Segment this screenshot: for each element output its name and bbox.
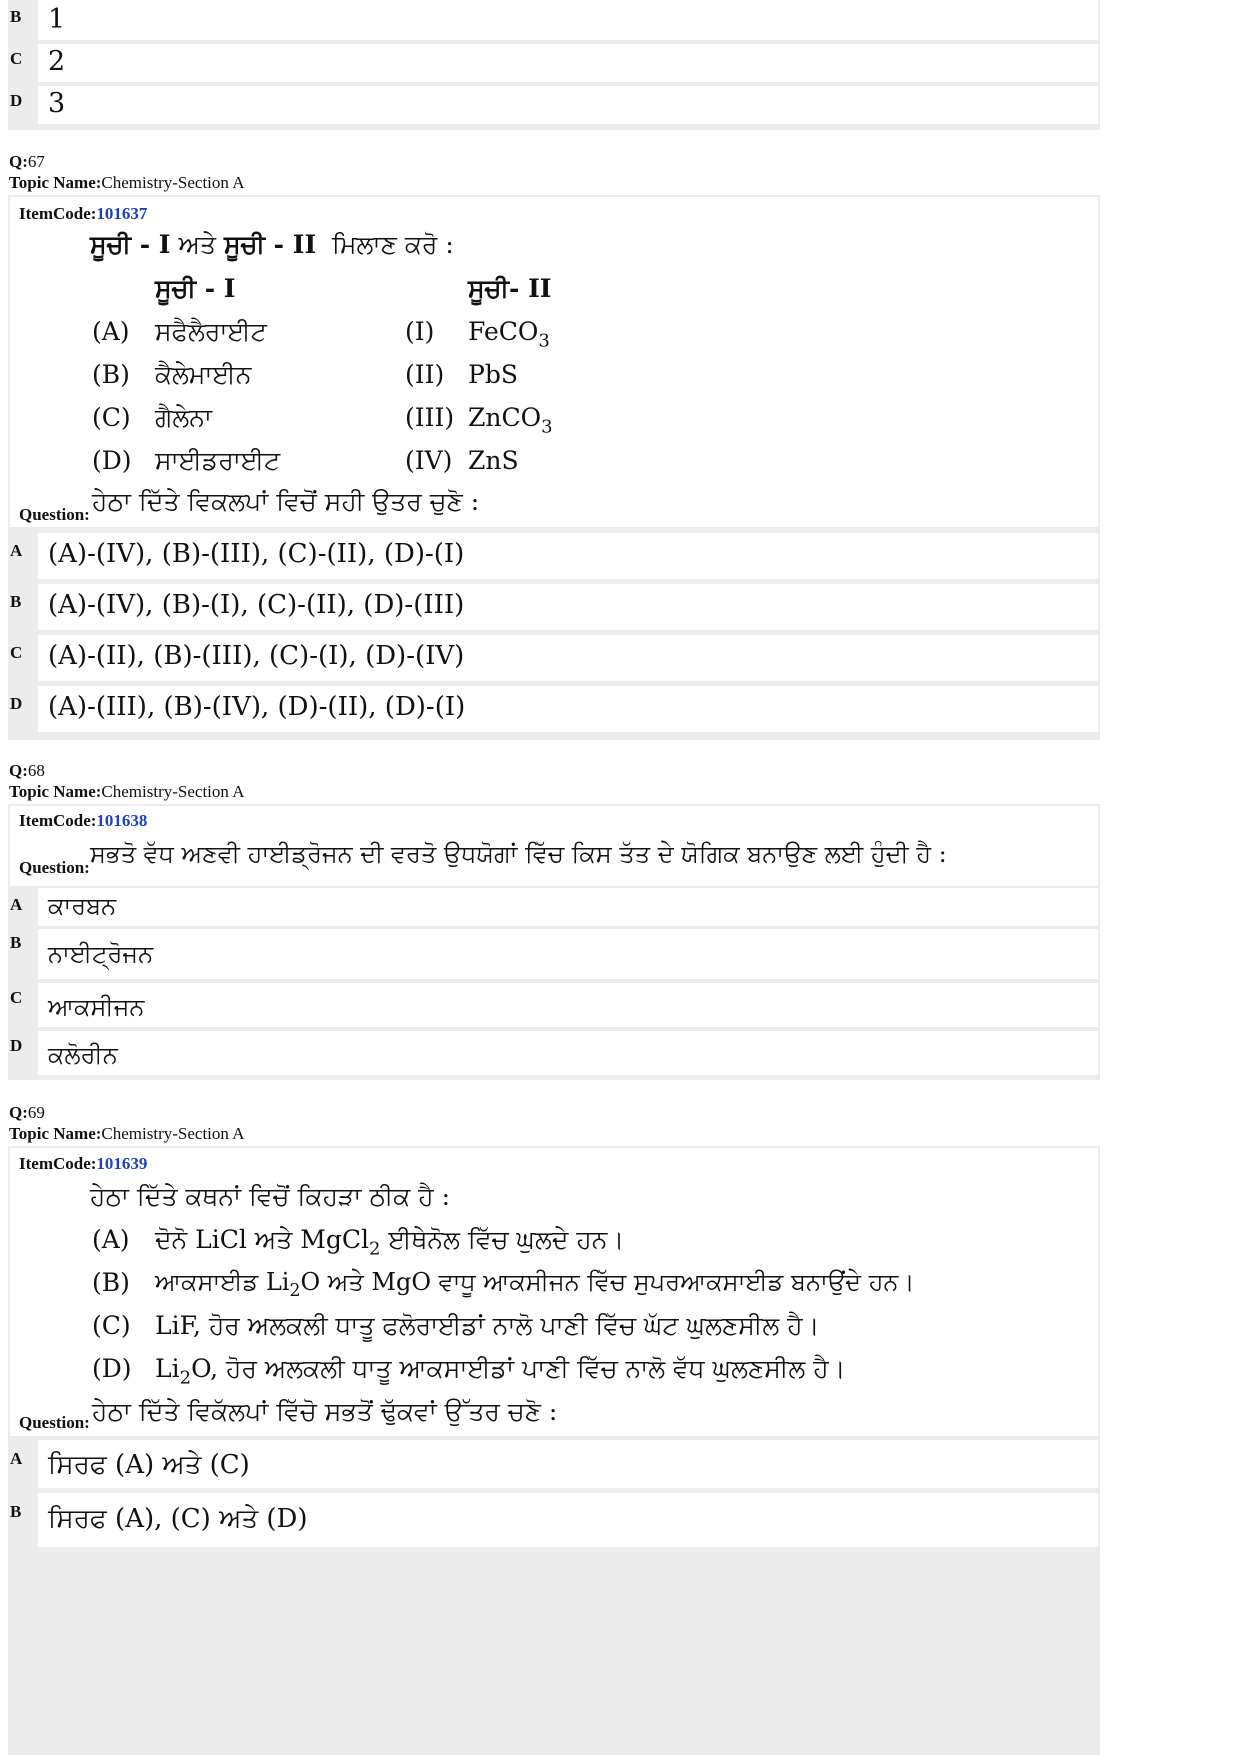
option-text: ਸਿਰਫ (A), (C) ਅਤੇ (D) — [48, 1504, 308, 1534]
list-1-key: (A) — [92, 317, 130, 346]
list-2-item: PbS — [468, 360, 518, 389]
statement-key: (B) — [92, 1268, 130, 1297]
option-letter: A — [10, 895, 23, 914]
option-letter: A — [10, 541, 23, 560]
statement-key: (A) — [92, 1225, 130, 1254]
option-text: ਨਾਈਟ੍ਰੋਜਨ — [48, 940, 154, 968]
option-letter: D — [10, 694, 23, 713]
list-1-key: (B) — [92, 360, 130, 389]
option-letter: D — [10, 1036, 23, 1055]
option-row[interactable] — [38, 44, 1098, 82]
option-letter: B — [10, 7, 22, 26]
statement-text: ਆਕਸਾਈਡ $Li_2O$ ਅਤੇ MgO ਵਾਧੂ ਆਕਸੀਜਨ ਵਿੱਚ ਸੁਪਰਆਕਸਾਈਡ ਬਨਾਉਂਦੇ ਹਨ। — [155, 1268, 915, 1302]
option-text: 3 — [48, 88, 66, 119]
question-label: Question: — [19, 505, 90, 524]
topic-name: Topic Name:Chemistry-Section A — [9, 1124, 245, 1143]
option-letter: B — [10, 933, 22, 952]
statement-key: (D) — [92, 1354, 132, 1383]
topic-name: Topic Name:Chemistry-Section A — [9, 173, 245, 192]
statement-text: ਦੋਨੋ LiCl ਅਤੇ MgCl$_2$ ਈਥੇਨੋਲ ਵਿੱਚ ਘੁਲਦੇ ਹਨ। — [155, 1225, 625, 1260]
question-text: ਸਭਤੋ ਵੱਧ ਅਣਵੀ ਹਾਈਡ੍ਰੋਜਨ ਦੀ ਵਰਤੋ ਉਧਯੋਗਾਂ ਵਿੱਚ ਕਿਸ ਤੱਤ ਦੇ ਯੋਗਿਕ ਬਨਾਉਣ ਲਈ ਹੁੰਦੀ ਹੈ : — [90, 840, 947, 868]
list-1-key: (D) — [92, 446, 132, 475]
list-1-item: ਸਫੈਲੈਰਾਈਟ — [155, 317, 267, 346]
option-row[interactable] — [38, 983, 1098, 1027]
option-letter: C — [10, 49, 23, 68]
option-letter: C — [10, 988, 23, 1007]
option-letter: C — [10, 643, 23, 662]
statement-key: (C) — [92, 1311, 131, 1340]
option-letter: B — [10, 592, 22, 611]
option-text: (A)-(II), (B)-(III), (C)-(I), (D)-(IV) — [48, 641, 465, 671]
list-2-header: ਸੂਚੀ- II — [468, 274, 552, 303]
option-text: (A)-(IV), (B)-(I), (C)-(II), (D)-(III) — [48, 590, 465, 620]
option-letter: B — [10, 1502, 22, 1521]
option-text: 2 — [48, 46, 66, 77]
topic-name: Topic Name:Chemistry-Section A — [9, 782, 245, 801]
statements-intro: ਹੇਠਾ ਦਿੱਤੇ ਕਥਨਾਂ ਵਿਚੋਂ ਕਿਹੜਾ ਠੀਕ ਹੈ : — [90, 1182, 451, 1211]
list-2-key: (IV) — [405, 446, 453, 475]
list-2-key: (II) — [405, 360, 445, 389]
option-row[interactable] — [38, 888, 1098, 926]
list-1-item: ਕੈਲੇਮਾਈਨ — [155, 360, 252, 389]
option-text: (A)-(III), (B)-(IV), (D)-(II), (D)-(I) — [48, 692, 466, 722]
question-text: ਹੇਠਾ ਦਿੱਤੇ ਵਿਕੱਲਪਾਂ ਵਿੱਚੋ ਸਭਤੋਂ ਢੁੱਕਵਾਂ ਉੱਤਰ ਚਣੋ : — [92, 1397, 558, 1426]
list-1-header: ਸੂਚੀ - I — [155, 274, 236, 303]
option-text: (A)-(IV), (B)-(III), (C)-(II), (D)-(I) — [48, 539, 465, 569]
option-text: ਕਾਰਬਨ — [48, 892, 117, 920]
list-2-key: (III) — [405, 403, 455, 432]
list-1-item: ਸਾਈਡਰਾਈਟ — [155, 446, 281, 475]
option-text: ਆਕਸੀਜਨ — [48, 993, 145, 1021]
list-1-item: ਗੈਲੇਨਾ — [155, 403, 213, 432]
option-row[interactable] — [38, 0, 1098, 40]
option-letter: A — [10, 1449, 23, 1468]
item-code: ItemCode:101639 — [19, 1154, 148, 1173]
list-2-key: (I) — [405, 317, 435, 346]
question-label: Question: — [19, 1413, 90, 1432]
statement-text: LiF, ਹੋਰ ਅਲਕਲੀ ਧਾਤੂ ਫਲੋਰਾਈਡਾਂ ਨਾਲੋ ਪਾਣੀ ਵਿੱਚ ਘੱਟ ਘੁਲਣਸੀਲ ਹੈ। — [155, 1311, 820, 1340]
question-number: Q:68 — [9, 761, 45, 780]
option-letter: D — [10, 91, 23, 110]
list-2-item: ZnS — [468, 446, 519, 475]
item-code: ItemCode:101637 — [19, 204, 148, 223]
question-number: Q:67 — [9, 152, 45, 171]
option-text: 1 — [48, 4, 66, 35]
question-label: Question: — [19, 858, 90, 877]
list-1-key: (C) — [92, 403, 131, 432]
option-row[interactable] — [38, 86, 1098, 124]
option-row[interactable] — [38, 1031, 1098, 1075]
list-2-item: FeCO$_3$ — [468, 317, 550, 352]
option-text: ਸਿਰਫ (A) ਅਤੇ (C) — [48, 1450, 250, 1480]
option-text: ਕਲੋਰੀਨ — [48, 1041, 118, 1069]
match-instruction: ਸੂਚੀ - I ਅਤੇ ਸੂਚੀ - II ਮਿਲਾਣ ਕਰੋ : — [90, 230, 454, 259]
question-number: Q:69 — [9, 1103, 45, 1122]
list-2-item: ZnCO$_3$ — [468, 403, 553, 438]
statement-text: $Li_2O$, ਹੋਰ ਅਲਕਲੀ ਧਾਤੂ ਆਕਸਾਈਡਾਂ ਪਾਣੀ ਵਿੱਚ ਨਾਲੋ ਵੱਧ ਘੁਲਣਸੀਲ ਹੈ। — [155, 1354, 846, 1389]
option-row[interactable] — [38, 929, 1098, 979]
item-code: ItemCode:101638 — [19, 811, 148, 830]
question-text: ਹੇਠਾ ਦਿੱਤੇ ਵਿਕਲਪਾਂ ਵਿਚੋਂ ਸਹੀ ਉਤਰ ਚੁਣੋ : — [92, 487, 480, 516]
